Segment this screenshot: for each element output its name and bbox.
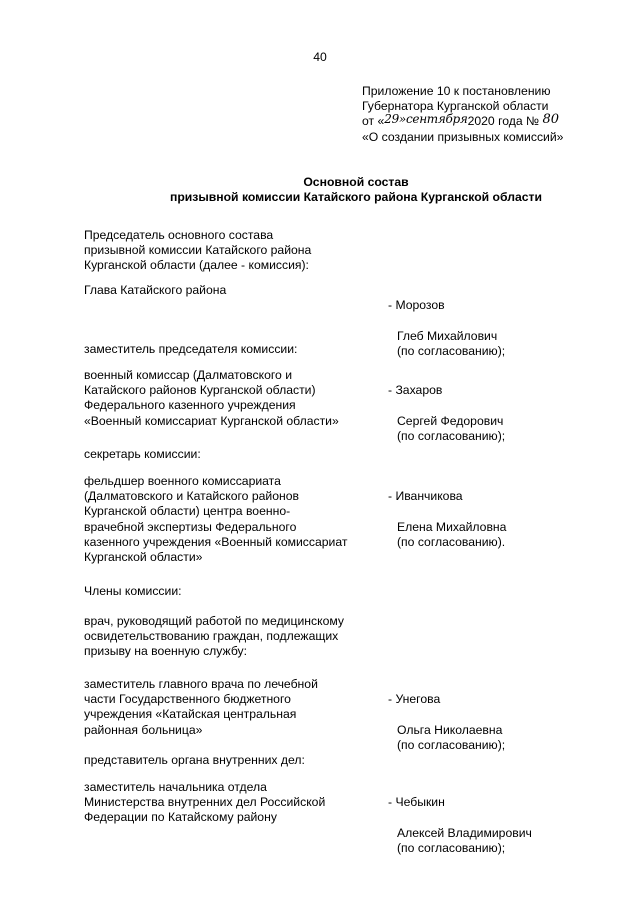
member-name-4	[388, 677, 628, 768]
member-surname-2: - Захаров	[388, 383, 443, 398]
appendix-year: 2020 года №	[467, 114, 540, 129]
member-surname-1: - Морозов	[388, 298, 445, 313]
appendix-line-2: Губернатора Курганской области	[362, 99, 549, 114]
doctor-header: врач, руководящий работой по медицинскому освидетельствованию граждан, подлежащих призыву на военную службу:	[84, 614, 344, 659]
member-position-3: фельдшер военного комиссариата (Далматовского и Катайского районов Курганской области) центра военно- врачебной экспертизы Федерального казенного учреждения «Военный комиссариат Курганской области»	[84, 474, 348, 565]
secretary-header: секретарь комиссии:	[84, 447, 201, 461]
page-number: 40	[313, 50, 327, 64]
member-name-2	[388, 368, 628, 459]
member-name-3	[388, 474, 628, 565]
member-name-5	[388, 780, 628, 871]
member-name-rest-4: Ольга Николаевна (по согласованию);	[397, 722, 506, 752]
deputy-header: заместитель председателя комиссии:	[84, 342, 298, 356]
member-name-rest-5: Алексей Владимирович (по согласованию);	[397, 825, 532, 855]
title-line-1: Основной состав	[303, 175, 409, 189]
member-position-4: заместитель главного врача по лечебной части Государственного бюджетного учреждения «Катайская центральная районная больница»	[84, 677, 318, 737]
document-title	[0, 175, 640, 205]
appendix-date-prefix: от «	[362, 114, 385, 129]
member-position-1: Глава Катайского района	[84, 283, 227, 297]
members-title: Члены комиссии:	[84, 584, 182, 598]
member-name-rest-1: Глеб Михайлович (по согласованию);	[397, 328, 506, 358]
handwritten-date: 29»сентября	[384, 112, 468, 127]
appendix-line-1: Приложение 10 к постановлению	[362, 84, 551, 98]
member-surname-4: - Унегова	[388, 692, 441, 707]
title-line-2: призывной комиссии Катайского района Курганской области	[170, 190, 542, 205]
police-rep-header: представитель органа внутренних дел:	[84, 753, 305, 767]
chairman-intro: Председатель основного состава призывной комиссии Катайского района Курганской области (далее - комиссия):	[84, 228, 312, 273]
appendix-line-4: «О создании призывных комиссий»	[362, 129, 564, 144]
member-name-rest-2: Сергей Федорович (по согласованию);	[397, 413, 506, 443]
handwritten-number: 80	[542, 112, 560, 128]
appendix-header	[362, 84, 632, 145]
member-position-5: заместитель начальника отдела Министерства внутренних дел Российской Федерации по Катайскому району	[84, 780, 326, 825]
member-surname-5: - Чебыкин	[388, 795, 445, 810]
member-position-2: военный комиссар (Далматовского и Катайского районов Курганской области) Федерального казенного учреждения «Военный комиссариат Курганской области»	[84, 368, 339, 428]
member-surname-3: - Иванчикова	[388, 489, 463, 504]
member-name-1	[388, 283, 628, 374]
appendix-line-3	[362, 114, 632, 129]
member-name-rest-3: Елена Михайловна (по согласованию).	[397, 519, 507, 549]
